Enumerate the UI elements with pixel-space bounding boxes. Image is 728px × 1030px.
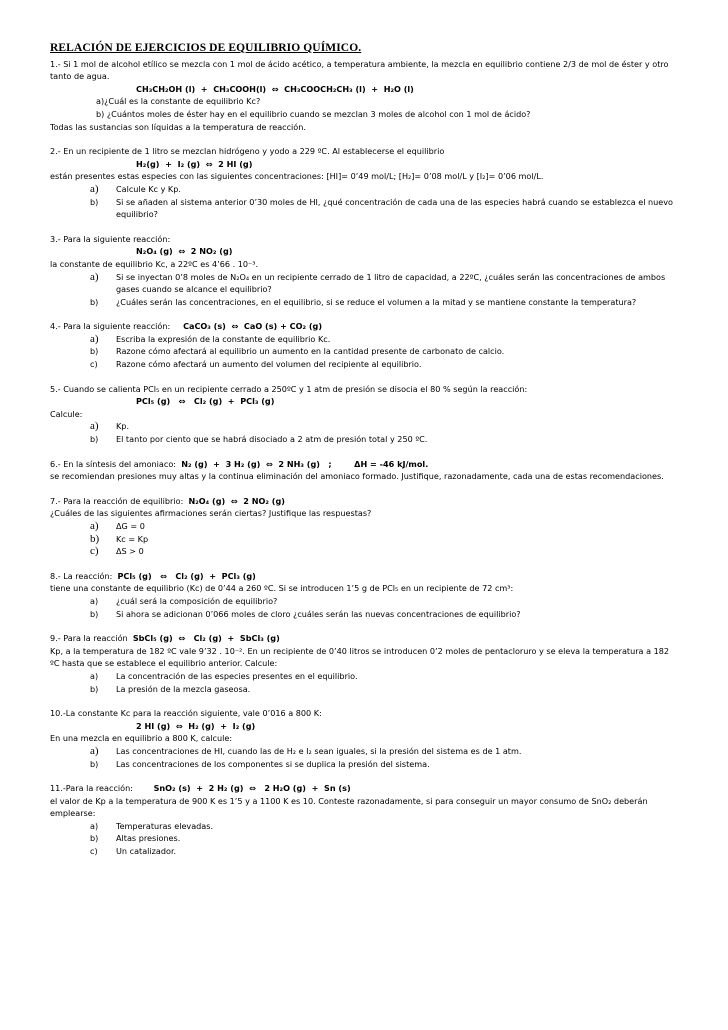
exercise-10-statement: 10.-La constante Kc para la reacción siguiente, vale 0’016 a 800 K: [50,708,322,719]
exercise-11 [50,782,680,858]
exercise-7-label-a: a) [90,520,99,532]
exercise-8-statement: 8.- La reacción: [50,570,113,581]
exercise-5-equation: PCl₅ (g) ⇔ Cl₂ (g) + PCl₃ (g) [136,396,275,407]
document-page [50,42,680,858]
exercise-3-statement: 3.- Para la siguiente reacción: [50,233,171,244]
exercise-4-equation: CaCO₃ (s) ⇔ CaO (s) + CO₂ (g) [183,321,323,332]
exercise-9-question-a: La concentración de las especies presentes en el equilibrio. [116,670,358,681]
exercise-2-statement: 2.- En un recipiente de 1 litro se mezclan hidrógeno y yodo a 229 ºC. Al establecerse el equilibrio [50,146,445,157]
exercise-5-label-a: a) [90,420,99,433]
exercise-9-label-b: b) [90,683,99,694]
exercise-4-label-c: c) [90,359,98,370]
exercise-6 [50,458,680,483]
exercise-2-question-b: Si se añaden al sistema anterior 0’30 moles de HI, ¿qué concentración de cada una de las especies habrá cuando se establezca el nuevo equilibrio? [116,196,674,220]
exercise-5-question-b: El tanto por ciento que se habrá disociado a 2 atm de presión total y 250 ºC. [116,434,428,445]
exercise-1 [50,58,680,134]
exercise-7-label-b: b) [90,532,100,545]
exercise-4 [50,320,680,370]
exercise-10 [50,707,680,770]
exercise-7-question: ¿Cuáles de las siguientes afirmaciones serán ciertas? Justifique las respuestas? [50,508,372,519]
exercise-11-label-a: a) [90,820,99,831]
exercise-5-question-a: Kp. [116,421,130,432]
exercise-10-question-b: Las concentraciones de los componentes si se duplica la presión del sistema. [116,758,430,769]
exercise-3-question-b: ¿Cuáles serán las concentraciones, en el equilibrio, si se reduce el volumen a la mitad y se mantiene constante la temperatura? [116,296,637,307]
exercise-3-constant: la constante de equilibrio Kc, a 22ºC es 4’66 . 10⁻³. [50,258,259,269]
exercise-7-label-c: c) [90,545,99,558]
exercise-6-recommendations: se recomiendan presiones muy altas y la continua eliminación del amoniaco formado. Justifique, razonadamente, cada una de estas recomendaciones. [50,471,664,482]
exercise-9 [50,632,680,695]
exercise-7-statement-b: Kc = Kp [116,533,149,544]
exercise-8-data: tiene una constante de equilibrio (Kc) de 0’44 a 260 ºC. Si se introducen 1’5 g de PCl₅ en un recipiente de 72 cm³: [50,583,514,594]
document-title: RELACIÓN DE EJERCICIOS DE EQUILIBRIO QUÍMICO. [50,42,362,54]
exercise-1-question-b: b) ¿Cuántos moles de éster hay en el equilibrio cuando se mezclan 3 moles de alcohol con 1 mol de ácido? [96,108,531,119]
exercise-7 [50,495,680,558]
exercise-8-question-a: ¿cuál será la composición de equilibrio? [116,595,278,606]
exercise-11-label-b: b) [90,833,99,844]
exercise-3-label-a: a) [90,270,99,283]
exercise-1-note: Todas las sustancias son líquidas a la temperatura de reacción. [50,121,306,132]
exercise-9-data: Kp, a la temperatura de 182 ºC vale 9’32 . 10⁻². En un recipiente de 0’40 litros se introducen 0’2 moles de pentacloruro y se eleva la temperatura a 182 ºC hasta que se establece el equilibrio anterior. Calcule: [50,645,670,669]
exercise-11-statement: 11.-Para la reacción: [50,783,133,794]
exercise-5 [50,383,680,446]
exercise-7-statement: 7.- Para la reacción de equilibrio: [50,495,184,506]
exercise-5-label-b: b) [90,434,99,445]
exercise-11-label-c: c) [90,846,98,857]
exercise-10-label-b: b) [90,758,99,769]
exercise-1-question-a: a)¿Cuál es la constante de equilibrio Kc? [96,96,261,107]
exercise-3-equation: N₂O₄ (g) ⇔ 2 NO₂ (g) [136,246,233,257]
exercise-8-question-b: Si ahora se adicionan 0’066 moles de cloro ¿cuáles serán las nuevas concentraciones de equilibrio? [116,608,521,619]
exercise-6-statement: 6.- En la síntesis del amoniaco: [50,458,177,469]
exercise-1-equation: CH₃CH₂OH (l) + CH₃COOH(l) ⇔ CH₃COOCH₂CH₃ (l) + H₂O (l) [136,83,414,94]
exercise-4-question-a: Escriba la expresión de la constante de equilibrio Kc. [116,333,331,344]
exercise-4-label-b: b) [90,346,99,357]
exercise-2-label-a: a) [90,182,99,195]
exercise-11-option-a: Temperaturas elevadas. [116,820,214,831]
exercise-8-equation: PCl₅ (g) ⇔ Cl₂ (g) + PCl₃ (g) [117,570,256,581]
exercise-11-data: el valor de Kp a la temperatura de 900 K es 1’5 y a 1100 K es 10. Conteste razonadamente, si para conseguir un mayor consumo de SnO₂ deberán emplearse: [50,795,648,819]
exercise-4-statement: 4.- Para la siguiente reacción: [50,321,171,332]
exercise-9-question-b: La presión de la mezcla gaseosa. [116,683,251,694]
exercise-9-label-a: a) [90,670,99,681]
exercise-3-label-b: b) [90,296,99,307]
exercise-3-question-a: Si se inyectan 0’8 moles de N₂O₄ en un recipiente cerrado de 1 litro de capacidad, a 22ºC, ¿cuáles serán las concentraciones de ambos gases cuando se alcance el equilibrio? [116,271,666,295]
exercise-4-question-b: Razone cómo afectará al equilibrio un aumento en la cantidad presente de carbonato de calcio. [116,346,505,357]
exercise-8-label-a: a) [90,595,99,606]
exercise-2-equation: H₂(g) + I₂ (g) ⇔ 2 HI (g) [136,158,253,169]
exercise-8 [50,570,680,620]
exercise-10-equation: 2 HI (g) ⇔ H₂ (g) + I₂ (g) [136,720,256,731]
exercise-2 [50,145,680,221]
exercise-5-calcule: Calcule: [50,408,83,419]
exercise-2-question-a: Calcule Kc y Kp. [116,183,181,194]
exercise-2-label-b: b) [90,196,99,207]
exercise-1-statement: 1.- Si 1 mol de alcohol etílico se mezcla con 1 mol de ácido acético, a temperatura ambiente, la mezcla en equilibrio contiene 2/3 de mol de éster y otro tanto de agua. [50,58,669,82]
exercise-7-equation: N₂O₄ (g) ⇔ 2 NO₂ (g) [188,495,285,506]
exercise-11-equation: SnO₂ (s) + 2 H₂ (g) ⇔ 2 H₂O (g) + Sn (s) [153,783,351,794]
exercise-4-label-a: a) [90,332,99,345]
exercise-2-concentrations: están presentes estas especies con las siguientes concentraciones: [HI]= 0’49 mol/L; [H₂]= 0’08 mol/L y [I₂]= 0’06 mol/L. [50,171,544,182]
exercise-9-equation: SbCl₅ (g) ⇔ Cl₂ (g) + SbCl₃ (g) [132,633,280,644]
exercise-3 [50,233,680,309]
exercise-11-option-b: Altas presiones. [116,833,181,844]
exercise-9-statement: 9.- Para la reacción [50,633,128,644]
exercise-11-option-c: Un catalizador. [116,846,177,857]
exercise-7-statement-a: ΔG = 0 [116,521,145,531]
exercise-10-calcule: En una mezcla en equilibrio a 800 K, calcule: [50,733,233,744]
exercise-5-statement: 5.- Cuando se calienta PCl₅ en un recipiente cerrado a 250ºC y 1 atm de presión se disocia el 80 % según la reacción: [50,383,528,394]
exercise-10-question-a: Las concentraciones de HI, cuando las de H₂ e I₂ sean iguales, si la presión del sistema es de 1 atm. [116,745,522,756]
exercise-6-equation: N₂ (g) + 3 H₂ (g) ⇔ 2 NH₃ (g) ; ΔH = -46 kJ/mol. [181,458,429,469]
exercise-10-label-a: a) [90,744,99,757]
exercise-7-statement-c: ΔS > 0 [116,546,144,557]
exercise-8-label-b: b) [90,608,99,619]
exercise-4-question-c: Razone cómo afectará un aumento del volumen del recipiente al equilibrio. [116,359,422,370]
